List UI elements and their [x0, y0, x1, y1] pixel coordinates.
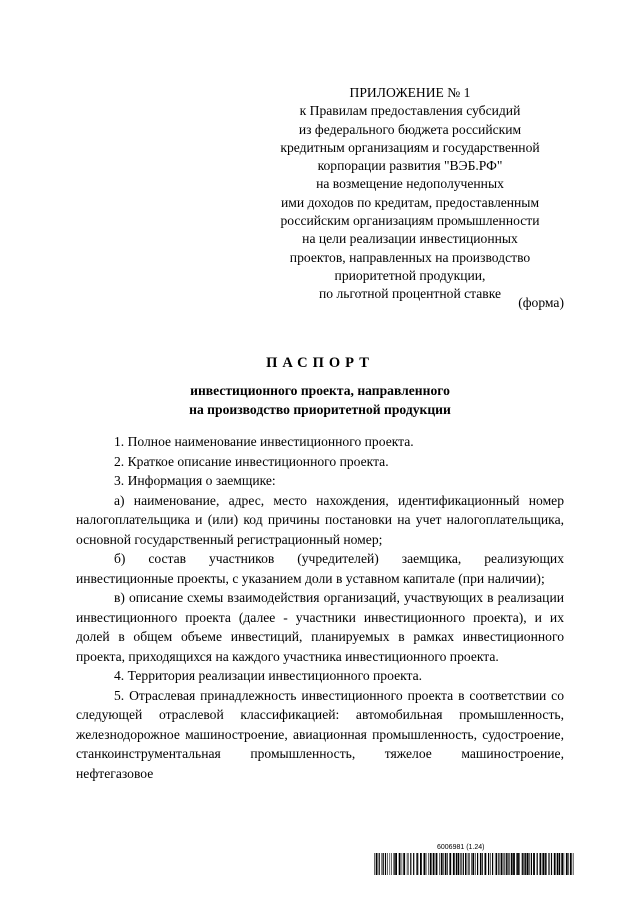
paragraph: в) описание схемы взаимодействия организаций, участвующих в реализации инвестиционного проекта (далее - участники инвестиционного проекта), и их долей в общем объеме инвестиций, планируемых в рамках инвестиционного проекта, приходящихся на каждого участника инвестиционного проекта.	[76, 590, 564, 664]
appendix-line: на возмещение недополученных	[316, 176, 504, 192]
form-label: (форма)	[518, 295, 564, 310]
subtitle-line: инвестиционного проекта, направленного	[190, 383, 450, 398]
paragraph: 5. Отраслевая принадлежность инвестиционного проекта в соответствии со следующей отраслевой классификацией: автомобильная промышленность, железнодорожное машиностроение, авиационная промышленность, судостроение, станкоинструментальная промышленность, тяжелое машиностроение, нефтегазовое	[76, 687, 564, 781]
paragraph: 4. Территория реализации инвестиционного проекта.	[114, 668, 423, 683]
appendix-header	[240, 84, 580, 304]
paragraph: 3. Информация о заемщике:	[114, 473, 276, 488]
document-title: ПАСПОРТ	[266, 355, 374, 371]
appendix-line: приоритетной продукции,	[334, 267, 486, 283]
appendix-line: российским организациям промышленности	[280, 213, 540, 229]
appendix-line: проектов, направленных на производство	[289, 249, 531, 265]
appendix-line: к Правилам предоставления субсидий	[299, 103, 521, 119]
barcode-label: 6006981 (1.24)	[437, 844, 485, 851]
appendix-line: на цели реализации инвестиционных	[302, 231, 518, 247]
barcode-icon	[374, 853, 574, 875]
appendix-line: кредитным организациям и государственной	[280, 139, 540, 155]
paragraph: а) наименование, адрес, место нахождения, идентификационный номер налогоплательщика и (или) код причины постановки на учет налогоплательщика, основной государственный регистрационный номер;	[76, 492, 564, 547]
document-subtitle	[0, 382, 640, 419]
appendix-line: ими доходов по кредитам, предоставленным	[280, 194, 540, 210]
paragraph: б) состав участников (учредителей) заемщика, реализующих инвестиционные проекты, с указанием доли в уставном капитале (при наличии);	[76, 551, 564, 586]
paragraph: 2. Краткое описание инвестиционного проекта.	[114, 453, 389, 469]
document-body	[76, 432, 564, 783]
appendix-line: по льготной процентной ставке	[318, 286, 502, 302]
appendix-line: из федерального бюджета российским	[298, 121, 522, 137]
subtitle-line: на производство приоритетной продукции	[189, 401, 451, 417]
appendix-line: ПРИЛОЖЕНИЕ № 1	[349, 85, 471, 100]
appendix-line: корпорации развития "ВЭБ.РФ"	[317, 158, 503, 174]
paragraph: 1. Полное наименование инвестиционного проекта.	[114, 434, 414, 449]
